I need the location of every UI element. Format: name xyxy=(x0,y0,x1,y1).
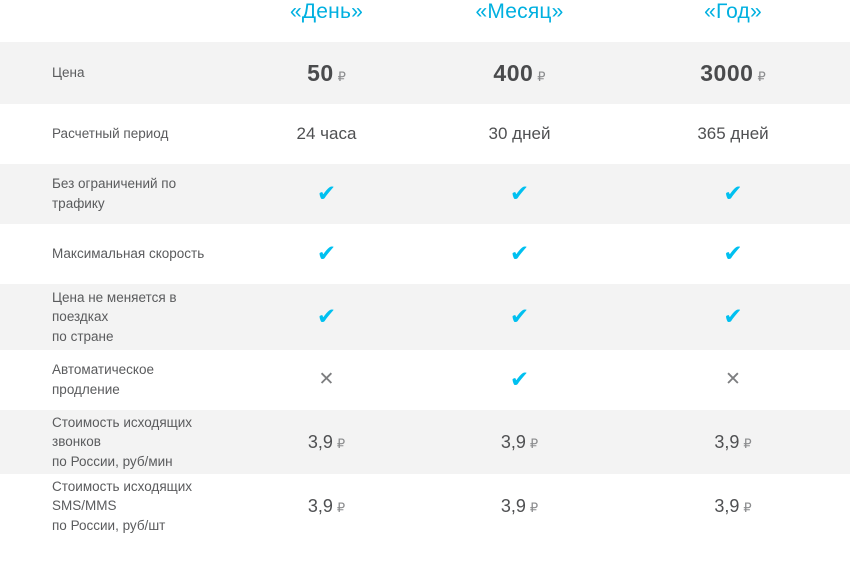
feature-label xyxy=(0,284,230,350)
cell-value xyxy=(616,42,850,104)
check-icon: ✔ xyxy=(723,240,743,267)
feature-label: Автоматическое продление xyxy=(0,350,230,410)
price-value: 3000 xyxy=(700,59,754,86)
currency-symbol: ₽ xyxy=(743,435,752,451)
check-icon: ✔ xyxy=(316,303,337,330)
check-icon: ✔ xyxy=(509,180,530,207)
feature-label-line1: Стоимость исходящих SMS/MMS xyxy=(52,478,193,514)
plan-name-label: «Месяц» xyxy=(475,0,564,23)
plan-header-day xyxy=(230,0,423,42)
table-row xyxy=(0,284,850,350)
feature-label-line2: по стране xyxy=(52,328,114,344)
period-value: 24 часа xyxy=(296,124,357,143)
feature-label-line1: Стоимость исходящих звонков xyxy=(52,414,193,450)
cell-value xyxy=(423,350,616,410)
currency-symbol: ₽ xyxy=(757,68,766,84)
cell-value xyxy=(423,104,616,164)
feature-label-line2: по России, руб/шт xyxy=(52,517,166,533)
cell-value xyxy=(230,164,423,224)
feature-label-line2: по России, руб/мин xyxy=(52,453,173,469)
table-row xyxy=(0,104,850,164)
currency-symbol: ₽ xyxy=(337,68,346,84)
cell-value xyxy=(230,104,423,164)
feature-label-line1: Цена не меняется в поездках xyxy=(52,289,177,325)
currency-symbol: ₽ xyxy=(743,499,752,515)
check-icon: ✔ xyxy=(723,180,743,207)
cell-value xyxy=(423,474,616,538)
cell-value xyxy=(616,284,850,350)
currency-symbol: ₽ xyxy=(537,68,546,84)
price-value: 50 xyxy=(307,59,334,86)
cell-value xyxy=(423,164,616,224)
plan-header-month xyxy=(423,0,616,42)
cell-value xyxy=(616,104,850,164)
check-icon: ✔ xyxy=(316,240,337,267)
cell-value xyxy=(423,284,616,350)
table-header-row xyxy=(0,0,850,42)
plan-name-label: «Год» xyxy=(704,0,762,23)
cell-value xyxy=(423,224,616,284)
feature-label: Максимальная скорость xyxy=(0,224,230,284)
currency-symbol: ₽ xyxy=(336,499,346,515)
cell-value xyxy=(616,164,850,224)
cell-value xyxy=(230,42,423,104)
check-icon: ✔ xyxy=(509,303,530,330)
rate-value: 3,9 xyxy=(307,495,333,516)
cell-value xyxy=(230,350,423,410)
price-value: 400 xyxy=(493,59,534,86)
cell-value xyxy=(616,410,850,474)
check-icon: ✔ xyxy=(316,180,337,207)
currency-symbol: ₽ xyxy=(529,435,539,451)
cell-value xyxy=(616,224,850,284)
period-value: 365 дней xyxy=(697,124,769,143)
cell-value xyxy=(423,410,616,474)
cell-value xyxy=(230,410,423,474)
check-icon: ✔ xyxy=(509,240,530,267)
cell-value xyxy=(616,350,850,410)
rate-value: 3,9 xyxy=(500,495,526,516)
feature-label xyxy=(0,410,230,474)
cross-icon: ✕ xyxy=(318,368,335,390)
rate-value: 3,9 xyxy=(714,495,740,516)
table-row xyxy=(0,350,850,410)
rate-value: 3,9 xyxy=(500,431,526,452)
check-icon: ✔ xyxy=(723,303,743,330)
cell-value xyxy=(230,474,423,538)
rate-value: 3,9 xyxy=(307,431,333,452)
feature-label: Расчетный период xyxy=(0,104,230,164)
currency-symbol: ₽ xyxy=(529,499,539,515)
cell-value xyxy=(616,474,850,538)
table-row xyxy=(0,224,850,284)
table-row xyxy=(0,410,850,474)
feature-label xyxy=(0,474,230,538)
table-row xyxy=(0,474,850,538)
rate-value: 3,9 xyxy=(714,431,740,452)
feature-label: Без ограничений по трафику xyxy=(0,164,230,224)
cross-icon: ✕ xyxy=(725,368,741,390)
plan-name-label: «День» xyxy=(290,0,363,23)
cell-value xyxy=(423,42,616,104)
check-icon: ✔ xyxy=(509,366,530,393)
cell-value xyxy=(230,224,423,284)
header-empty-cell xyxy=(0,0,230,42)
table-row xyxy=(0,42,850,104)
plan-header-year xyxy=(616,0,850,42)
cell-value xyxy=(230,284,423,350)
currency-symbol: ₽ xyxy=(336,435,346,451)
period-value: 30 дней xyxy=(488,124,551,143)
table-row xyxy=(0,164,850,224)
feature-label: Цена xyxy=(0,42,230,104)
